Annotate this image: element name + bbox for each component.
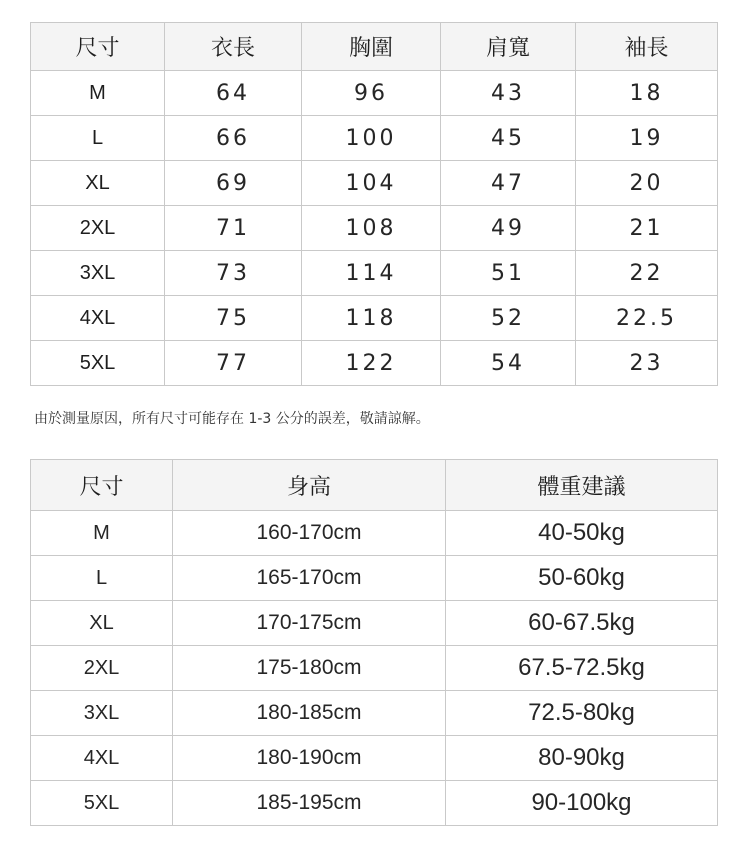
chest-cell: 100 (302, 116, 441, 161)
weight-cell: 40-50kg (446, 511, 718, 556)
size-cell: 4XL (31, 296, 165, 341)
shoulder-cell: 54 (441, 341, 576, 386)
sleeve-cell: 22.5 (576, 296, 718, 341)
table-row (31, 556, 718, 601)
column-header-sleeve: 袖長 (576, 23, 718, 71)
column-header-height: 身高 (173, 460, 446, 511)
size-cell: 3XL (31, 251, 165, 296)
size-cell: 2XL (31, 206, 165, 251)
weight-cell: 80-90kg (446, 736, 718, 781)
weight-cell: 90-100kg (446, 781, 718, 826)
table-row (31, 206, 718, 251)
shoulder-cell: 52 (441, 296, 576, 341)
chest-cell: 104 (302, 161, 441, 206)
weight-cell: 50-60kg (446, 556, 718, 601)
table-row (31, 296, 718, 341)
shoulder-cell: 45 (441, 116, 576, 161)
length-cell: 75 (165, 296, 302, 341)
shoulder-cell: 51 (441, 251, 576, 296)
sleeve-cell: 21 (576, 206, 718, 251)
table-row (31, 601, 718, 646)
weight-cell: 72.5-80kg (446, 691, 718, 736)
column-header-size: 尺寸 (31, 460, 173, 511)
table-row (31, 511, 718, 556)
sleeve-cell: 19 (576, 116, 718, 161)
chest-cell: 122 (302, 341, 441, 386)
height-cell: 180-185cm (173, 691, 446, 736)
table-row (31, 781, 718, 826)
table-header-row (31, 460, 718, 511)
table-row (31, 161, 718, 206)
table-row (31, 736, 718, 781)
chest-cell: 114 (302, 251, 441, 296)
height-cell: 165-170cm (173, 556, 446, 601)
shoulder-cell: 43 (441, 71, 576, 116)
table-row (31, 646, 718, 691)
chest-cell: 96 (302, 71, 441, 116)
size-cell: 3XL (31, 691, 173, 736)
chest-cell: 118 (302, 296, 441, 341)
chest-cell: 108 (302, 206, 441, 251)
height-cell: 175-180cm (173, 646, 446, 691)
weight-cell: 67.5-72.5kg (446, 646, 718, 691)
table-row (31, 341, 718, 386)
size-recommendation-table (30, 459, 718, 826)
height-cell: 160-170cm (173, 511, 446, 556)
height-cell: 170-175cm (173, 601, 446, 646)
size-cell: 2XL (31, 646, 173, 691)
table-row (31, 71, 718, 116)
column-header-chest: 胸圍 (302, 23, 441, 71)
sleeve-cell: 22 (576, 251, 718, 296)
table-header-row (31, 23, 718, 71)
size-cell: XL (31, 161, 165, 206)
size-measurement-table (30, 22, 718, 386)
size-cell: L (31, 556, 173, 601)
sleeve-cell: 20 (576, 161, 718, 206)
size-cell: 5XL (31, 341, 165, 386)
shoulder-cell: 49 (441, 206, 576, 251)
length-cell: 71 (165, 206, 302, 251)
height-cell: 180-190cm (173, 736, 446, 781)
shoulder-cell: 47 (441, 161, 576, 206)
height-cell: 185-195cm (173, 781, 446, 826)
column-header-length: 衣長 (165, 23, 302, 71)
measurement-error-note: 由於測量原因，所有尺寸可能存在 1-3 公分的誤差，敬請諒解。 (34, 411, 430, 427)
size-cell: L (31, 116, 165, 161)
length-cell: 69 (165, 161, 302, 206)
length-cell: 73 (165, 251, 302, 296)
table-row (31, 116, 718, 161)
size-cell: XL (31, 601, 173, 646)
sleeve-cell: 18 (576, 71, 718, 116)
column-header-weight: 體重建議 (446, 460, 718, 511)
size-cell: M (31, 71, 165, 116)
sleeve-cell: 23 (576, 341, 718, 386)
weight-cell: 60-67.5kg (446, 601, 718, 646)
size-cell: 4XL (31, 736, 173, 781)
size-cell: 5XL (31, 781, 173, 826)
size-cell: M (31, 511, 173, 556)
length-cell: 64 (165, 71, 302, 116)
length-cell: 66 (165, 116, 302, 161)
length-cell: 77 (165, 341, 302, 386)
table-row (31, 251, 718, 296)
column-header-size: 尺寸 (31, 23, 165, 71)
column-header-shoulder: 肩寬 (441, 23, 576, 71)
table-row (31, 691, 718, 736)
